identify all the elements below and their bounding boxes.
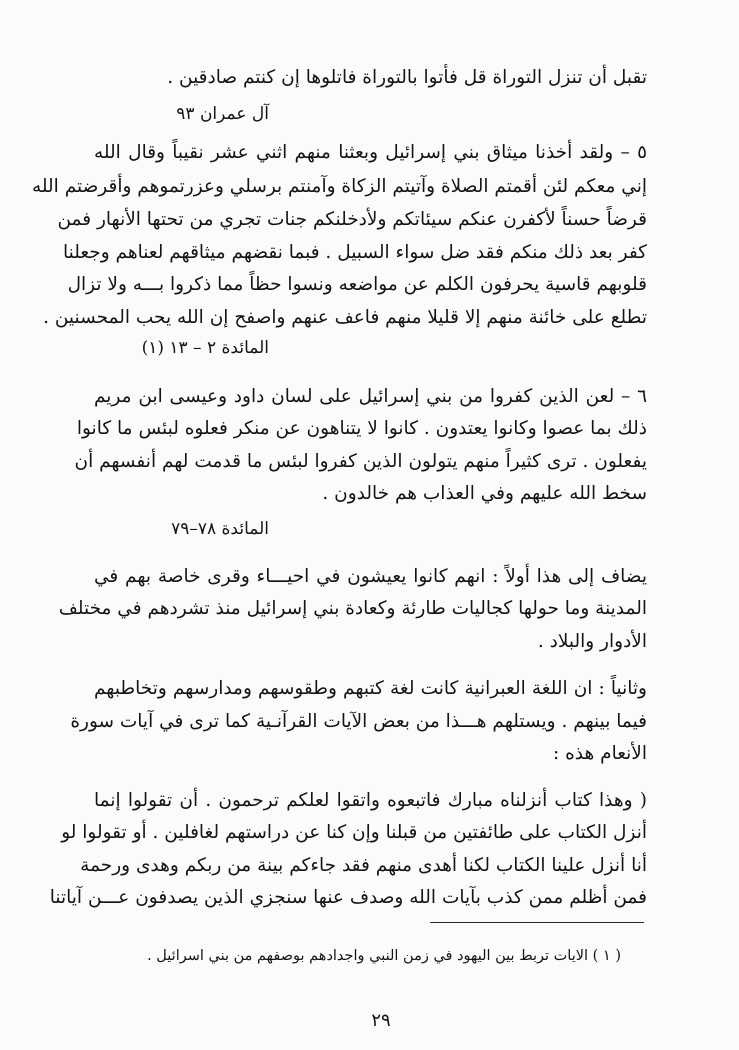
- text-line: يضاف إلى هذا أولاً : انهم كانوا يعيشون في احيـــاء وقرى خاصة بهم في: [94, 566, 647, 587]
- text-line: قرضاً حسناً لأكفرن عنكم سيئاتكم ولأدخلنكم جنات تجري من تحتها الأنهار فمن: [57, 209, 647, 230]
- text-line: يفعلون . ترى كثيراً منهم يتولون الذين كفروا لبئس ما قدمت لهم أنفسهم أن: [74, 451, 647, 472]
- text-line: إني معكم لئن أقمتم الصلاة وآتيتم الزكاة وآمنتم برسلي وعزرتموهم وأقرضتم الله: [32, 176, 647, 197]
- text-line: فيما بينهم . ويستلهم هـــذا من بعض الآيات القرآنـية كما ترى في آيات سورة: [70, 711, 647, 732]
- text-line: المدينة وما حولها كجاليات طارئة وكعادة بني إسرائيل منذ تشردهم في مختلف: [58, 598, 647, 619]
- verse-reference: المائدة ٢ – ١٣ (١): [141, 338, 269, 358]
- text-line: ٥ – ولقد أخذنا ميثاق بني إسرائيل وبعثنا منهم اثني عشر نقيباً وقال الله: [94, 142, 647, 163]
- verse-reference: آل عمران ٩٣: [176, 104, 269, 124]
- text-line: كفر بعد ذلك منكم فقد ضل سواء السبيل . فبما نقضهم ميثاقهم لعناهم وجعلنا: [63, 242, 647, 263]
- text-line: أنا أنزل علينا الكتاب لكنا أهدى منهم فقد جاءكم بينة من ربكم وهدى ورحمة: [80, 855, 647, 876]
- text-line: ( وهذا كتاب أنزلناه مبارك فاتبعوه واتقوا لعلكم ترحمون . أن تقولوا إنما: [94, 790, 647, 811]
- text-line: فمن أظلم ممن كذب بآيات الله وصدف عنها سنجزي الذين يصدفون عـــن آياتنا: [49, 887, 647, 908]
- text-line: وثانياً : ان اللغة العبرانية كانت لغة كتبهم وطقوسهم ومدارسهم وتخاطبهم: [94, 678, 647, 699]
- verse-reference: المائدة ٧٨–٧٩: [171, 519, 269, 539]
- text-line: ذلك بما عصوا وكانوا يعتدون . كانوا لا يتناهون عن منكر فعلوه لبئس ما كانوا: [76, 418, 647, 439]
- text-line: سخط الله عليهم وفي العذاب هم خالدون .: [322, 483, 647, 504]
- text-line: الأدوار والبلاد .: [537, 631, 647, 652]
- footnote: ( ١ ) الايات تربط بين اليهود في زمن النبي واجدادهم بوصفهم من بني اسرائيل .: [147, 948, 621, 964]
- text-line: تقبل أن تنزل التوراة قل فأتوا بالتوراة فاتلوها إن كنتم صادقين .: [167, 67, 647, 88]
- text-line: قلوبهم قاسية يحرفون الكلم عن مواضعه ونسوا حظاً مما ذكروا بـــه ولا تزال: [67, 274, 647, 295]
- text-line: الأنعام هذه :: [552, 743, 647, 764]
- text-line: تطلع على خائنة منهم إلا قليلا منهم فاعف عنهم واصفح إن الله يحب المحسنين .: [43, 307, 647, 328]
- text-line: ٦ – لعن الذين كفروا من بني إسرائيل على لسان داود وعيسى ابن مريم: [94, 386, 647, 407]
- page-number: ٢٩: [371, 1010, 391, 1031]
- text-line: أنزل الكتاب على طائفتين من قبلنا وإن كنا عن دراستهم لغافلين . أو تقولوا لو: [61, 822, 647, 843]
- footnote-divider: [430, 922, 644, 923]
